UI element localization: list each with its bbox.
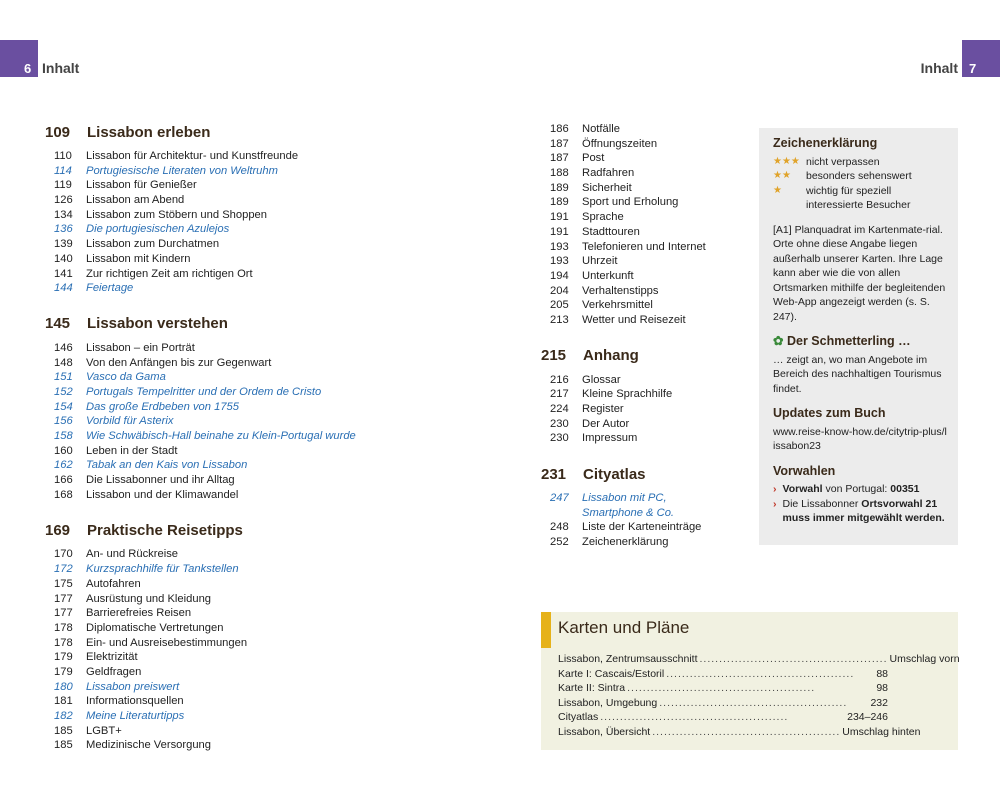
toc-middle-column bbox=[541, 122, 751, 550]
toc-entry-text: Unterkunft bbox=[582, 269, 634, 282]
section-title-text: Anhang bbox=[583, 347, 639, 365]
toc-entry[interactable] bbox=[45, 694, 465, 709]
toc-entry-text: Feiertage bbox=[86, 282, 134, 295]
toc-entry[interactable] bbox=[45, 665, 465, 680]
toc-entry-text: Ein- und Ausreisebestimmungen bbox=[86, 636, 248, 649]
vorwahl2-text: Die Lissabonner bbox=[782, 497, 862, 510]
butterfly-text: … zeigt an, wo man Angebote im Bereich des nachhaltigen Tourismus findet. bbox=[773, 353, 942, 395]
toc-entry-text: Ausrüstung und Kleidung bbox=[86, 592, 212, 605]
map-entry[interactable] bbox=[558, 696, 888, 711]
toc-entry-page: 144 bbox=[54, 282, 73, 295]
section-title[interactable] bbox=[541, 463, 751, 485]
running-head-right: Inhalt bbox=[920, 60, 958, 76]
toc-entry-page: 136 bbox=[54, 223, 73, 236]
map-entry-label: Lissabon, Zentrumsausschnitt bbox=[558, 653, 698, 665]
toc-entry-page: 224 bbox=[550, 403, 569, 415]
legend-planquadrat: [A1] Planquadrat im Kartenmate-rial. Orte ohne diese Angabe liegen außerhalb unserer Karten. Ihre Lage kann aber wie die von allen Ortsmarken mithilfe der begleitenden Web-App angezeigt werden (s. S. 247). bbox=[773, 223, 946, 323]
toc-entry-text: Telefonieren und Internet bbox=[582, 240, 706, 253]
toc-entry[interactable] bbox=[45, 738, 465, 753]
maps-box bbox=[541, 612, 958, 750]
vorwahlen-title: Vorwahlen bbox=[773, 463, 836, 478]
toc-entry-page: 180 bbox=[54, 680, 73, 693]
toc-entry-page: 188 bbox=[550, 167, 569, 180]
toc-entry-page: 151 bbox=[54, 371, 73, 384]
toc-entry[interactable] bbox=[541, 491, 751, 506]
toc-entry-page: 141 bbox=[54, 267, 73, 280]
page-number-left: 6 bbox=[24, 61, 32, 76]
toc-entry-page: 110 bbox=[54, 150, 72, 162]
legend-star-row bbox=[773, 184, 948, 199]
toc-entry-page: 162 bbox=[54, 459, 73, 472]
toc-entry-text: Verkehrsmittel bbox=[582, 299, 653, 312]
section-number: 109 bbox=[45, 123, 71, 141]
section-title-text: Cityatlas bbox=[583, 465, 646, 483]
toc-entry-page: 179 bbox=[54, 651, 73, 664]
map-entry-label: Lissabon, Umgebung bbox=[558, 696, 658, 709]
toc-entry-text: Sprache bbox=[582, 211, 624, 224]
toc-entry-text: Verhaltenstipps bbox=[582, 284, 659, 297]
toc-entry-page: 204 bbox=[550, 284, 569, 297]
toc-entry-text: Das große Erdbeben von 1755 bbox=[86, 400, 239, 413]
toc-entry-page: 189 bbox=[550, 196, 569, 209]
toc-entry-page: 126 bbox=[54, 194, 73, 207]
toc-entry[interactable] bbox=[541, 431, 751, 446]
map-entry-label: Cityatlas bbox=[558, 711, 599, 724]
toc-entry-text: Informationsquellen bbox=[86, 695, 184, 708]
map-entry[interactable] bbox=[558, 710, 888, 725]
maps-title: Karten und Pläne bbox=[558, 618, 690, 637]
star-icon bbox=[773, 198, 806, 213]
section-title[interactable] bbox=[45, 313, 465, 335]
toc-entry-text: Barrierefreies Reisen bbox=[86, 607, 192, 620]
toc-entry-page: 134 bbox=[54, 208, 73, 221]
vorwahl1-text: von Portugal: bbox=[822, 483, 891, 495]
section-title[interactable] bbox=[45, 121, 465, 143]
toc-entry-page: 194 bbox=[550, 269, 569, 282]
toc-entry[interactable] bbox=[45, 149, 465, 164]
section-title-text: Praktische Reisetipps bbox=[87, 521, 243, 539]
vorwahl-item-2 bbox=[773, 497, 948, 526]
toc-entry-page: 158 bbox=[54, 430, 73, 442]
toc-entry[interactable] bbox=[45, 164, 465, 179]
toc-entry-page: 185 bbox=[54, 739, 73, 752]
toc-entry-text: Elektrizität bbox=[86, 651, 138, 664]
toc-entry[interactable] bbox=[45, 577, 465, 592]
toc-entry-page: 140 bbox=[54, 252, 73, 265]
legend-star-row bbox=[773, 155, 948, 170]
toc-entry-page: 160 bbox=[54, 444, 73, 457]
updates-title: Updates zum Buch bbox=[773, 406, 886, 420]
toc-entry[interactable] bbox=[541, 520, 751, 535]
toc-entry[interactable] bbox=[541, 254, 751, 269]
toc-entry-text: Lissabon für Architektur- und Kunstfreunde bbox=[86, 150, 299, 162]
map-entry-page: 98 bbox=[876, 682, 888, 695]
toc-entry-page: 213 bbox=[550, 313, 569, 326]
section-number: 145 bbox=[45, 315, 71, 333]
map-entry-page: 88 bbox=[876, 667, 888, 680]
toc-entry-page: 179 bbox=[54, 665, 73, 678]
toc-entry-page: 148 bbox=[54, 356, 73, 369]
toc-entry-page: 181 bbox=[54, 695, 73, 708]
toc-entry[interactable] bbox=[45, 709, 465, 724]
toc-entry-text: Lissabon zum Stöbern und Shoppen bbox=[86, 208, 267, 221]
toc-entry-page: 189 bbox=[550, 181, 569, 194]
map-entry[interactable] bbox=[558, 652, 960, 667]
toc-entry-text: Lissabon zum Durchatmen bbox=[86, 238, 220, 251]
star-icon: ★★★ bbox=[773, 155, 800, 167]
toc-entry-text: Lissabon am Abend bbox=[86, 194, 185, 207]
page-tab-right bbox=[962, 40, 1000, 77]
toc-entry[interactable] bbox=[45, 414, 465, 429]
toc-entry[interactable] bbox=[541, 402, 751, 417]
maps-accent-bar bbox=[541, 612, 551, 648]
legend-star-row bbox=[773, 198, 948, 213]
butterfly-icon: ✿ bbox=[773, 334, 784, 348]
toc-entry-text: Diplomatische Vertretungen bbox=[86, 621, 224, 634]
toc-entry-text: Portugiesische Literaten von Weltruhm bbox=[86, 164, 278, 177]
map-entry-label: Karte I: Cascais/Estoril bbox=[558, 667, 665, 680]
toc-entry[interactable] bbox=[541, 313, 751, 328]
toc-entry-page: 252 bbox=[550, 536, 569, 549]
toc-entry-page: 216 bbox=[550, 373, 569, 386]
toc-entry[interactable] bbox=[45, 650, 465, 665]
vorwahl1-label: Vorwahl bbox=[782, 483, 823, 495]
map-entry-label: Karte II: Sintra bbox=[558, 682, 626, 695]
toc-entry[interactable] bbox=[45, 341, 465, 356]
toc-entry-text: Smartphone & Co. bbox=[582, 506, 675, 519]
legend-star-row bbox=[773, 169, 948, 184]
toc-entry-page: 178 bbox=[54, 621, 73, 634]
toc-entry[interactable] bbox=[45, 237, 465, 252]
map-entry-page: 232 bbox=[870, 696, 888, 709]
butterfly-title: Der Schmetterling … bbox=[786, 334, 911, 348]
toc-entry-text: Stadttouren bbox=[582, 225, 640, 238]
leader-dots: ................................................ bbox=[699, 653, 888, 665]
legend-star-text: interessierte Besucher bbox=[806, 199, 911, 211]
section-number: 231 bbox=[541, 465, 567, 483]
toc-entry[interactable] bbox=[541, 298, 751, 313]
toc-entry-text: Sport und Erholung bbox=[582, 196, 679, 209]
toc-entry[interactable] bbox=[45, 429, 465, 444]
toc-entry[interactable] bbox=[541, 269, 751, 284]
map-entry-page: Umschlag hinten bbox=[842, 725, 921, 738]
toc-entry-text: Glossar bbox=[582, 373, 621, 386]
toc-entry-text: Impressum bbox=[582, 432, 638, 445]
toc-entry-text: Lissabon mit PC, bbox=[582, 492, 667, 505]
toc-entry-text: Leben in der Stadt bbox=[86, 444, 178, 457]
star-icon: ★★ bbox=[773, 170, 791, 181]
toc-entry-text: Lissabon und der Klimawandel bbox=[86, 488, 239, 501]
legend-star-text: wichtig für speziell bbox=[806, 184, 892, 197]
toc-entry[interactable] bbox=[45, 458, 465, 473]
toc-entry[interactable] bbox=[45, 724, 465, 739]
toc-entry-page: 193 bbox=[550, 240, 569, 253]
toc-entry-page: 186 bbox=[550, 123, 569, 135]
legend-title: Zeichenerklärung bbox=[773, 136, 878, 150]
vorwahl-item-1 bbox=[773, 482, 948, 497]
toc-entry[interactable] bbox=[541, 166, 751, 181]
map-entry[interactable] bbox=[558, 725, 921, 740]
toc-left-column bbox=[45, 121, 465, 753]
toc-entry-text: Sicherheit bbox=[582, 181, 632, 194]
toc-entry-text: Zeichenerklärung bbox=[582, 536, 669, 549]
toc-entry-text: Kurzsprachhilfe für Tankstellen bbox=[86, 563, 239, 576]
toc-entry-page: 139 bbox=[54, 238, 73, 251]
toc-entry-page: 248 bbox=[550, 521, 569, 534]
toc-entry-text: Öffnungszeiten bbox=[582, 137, 658, 150]
toc-entry-text: Kleine Sprachhilfe bbox=[582, 388, 673, 401]
toc-entry[interactable] bbox=[45, 222, 465, 237]
toc-entry-text: Medizinische Versorgung bbox=[86, 739, 211, 752]
running-head-left: Inhalt bbox=[42, 60, 80, 76]
toc-entry[interactable] bbox=[45, 193, 465, 208]
toc-entry[interactable] bbox=[541, 373, 751, 388]
toc-entry-text: Meine Literaturtipps bbox=[86, 710, 185, 722]
toc-entry[interactable] bbox=[45, 400, 465, 415]
vorwahl2-bold: Ortsvorwahl 21 muss immer mitgewählt werden. bbox=[782, 497, 945, 524]
toc-entry[interactable] bbox=[45, 356, 465, 371]
maps-list bbox=[558, 652, 960, 740]
toc-entry[interactable] bbox=[45, 281, 465, 296]
toc-entry-text: Radfahren bbox=[582, 167, 635, 180]
toc-entry-text: Portugals Tempelritter und der Ordem de Cristo bbox=[86, 385, 322, 398]
toc-entry-text: Lissabon preiswert bbox=[86, 680, 180, 693]
leader-dots: ................................................ bbox=[652, 725, 841, 738]
toc-entry-page: 170 bbox=[54, 548, 73, 561]
toc-entry-page: 166 bbox=[54, 474, 73, 487]
toc-entry-text: Geldfragen bbox=[86, 665, 142, 678]
toc-entry-text: Vorbild für Asterix bbox=[86, 415, 174, 428]
toc-entry[interactable] bbox=[541, 195, 751, 210]
toc-entry-page: 247 bbox=[550, 492, 569, 505]
legend-box bbox=[759, 128, 958, 545]
chevron-right-icon: › bbox=[773, 497, 777, 510]
toc-entry-page: 217 bbox=[550, 388, 569, 401]
legend-star-text: nicht verpassen bbox=[806, 155, 880, 168]
toc-entry[interactable] bbox=[541, 417, 751, 432]
toc-entry-page: 205 bbox=[550, 299, 569, 312]
toc-entry-page: 114 bbox=[54, 164, 72, 177]
toc-entry[interactable] bbox=[541, 535, 751, 550]
toc-entry-text: Wetter und Reisezeit bbox=[582, 313, 686, 326]
toc-entry-text: Liste der Karteneinträge bbox=[582, 521, 702, 534]
page-tab-left bbox=[0, 40, 38, 77]
map-entry-page: 234–246 bbox=[847, 711, 888, 724]
toc-entry-page: 187 bbox=[550, 137, 569, 150]
toc-entry-page: 178 bbox=[54, 636, 73, 649]
butterfly-heading bbox=[773, 334, 948, 349]
section-title-text: Lissabon erleben bbox=[87, 123, 211, 141]
toc-entry-text: Tabak an den Kais von Lissabon bbox=[86, 459, 248, 472]
toc-entry[interactable] bbox=[45, 370, 465, 385]
toc-entry-text: Register bbox=[582, 403, 624, 415]
toc-entry-page bbox=[541, 506, 582, 521]
map-entry-page: Umschlag vorn bbox=[889, 653, 960, 665]
section-number: 215 bbox=[541, 347, 567, 365]
toc-entry-page: 172 bbox=[54, 563, 73, 576]
toc-entry[interactable] bbox=[541, 210, 751, 225]
toc-entry-page: 177 bbox=[54, 607, 73, 620]
toc-entry[interactable] bbox=[45, 473, 465, 488]
chevron-right-icon: › bbox=[773, 483, 777, 495]
toc-entry-text: Autofahren bbox=[86, 577, 141, 590]
legend-star-text: besonders sehenswert bbox=[806, 170, 912, 182]
toc-entry[interactable] bbox=[541, 387, 751, 402]
toc-entry-page: 119 bbox=[54, 179, 72, 192]
leader-dots: ................................................ bbox=[659, 696, 848, 709]
toc-entry-page: 182 bbox=[54, 710, 73, 722]
toc-entry[interactable] bbox=[541, 240, 751, 255]
toc-entry-page: 168 bbox=[54, 488, 73, 501]
toc-entry[interactable] bbox=[541, 151, 751, 166]
toc-entry-page: 185 bbox=[54, 724, 73, 737]
toc-entry[interactable] bbox=[45, 444, 465, 459]
toc-entry-text: Uhrzeit bbox=[582, 255, 618, 268]
toc-entry[interactable] bbox=[541, 122, 751, 137]
toc-entry-page: 230 bbox=[550, 432, 569, 445]
leader-dots: ................................................ bbox=[600, 711, 789, 724]
toc-entry[interactable] bbox=[45, 547, 465, 562]
toc-entry-text: Lissabon für Genießer bbox=[86, 179, 197, 192]
toc-entry[interactable] bbox=[541, 506, 751, 521]
toc-entry-page: 230 bbox=[550, 417, 569, 430]
toc-entry[interactable] bbox=[45, 621, 465, 636]
section-title[interactable] bbox=[541, 345, 751, 367]
toc-entry-page: 146 bbox=[54, 341, 73, 354]
toc-entry-page: 156 bbox=[54, 415, 73, 428]
toc-entry-page: 191 bbox=[550, 225, 569, 238]
toc-entry-page: 177 bbox=[54, 592, 73, 605]
toc-entry-page: 154 bbox=[54, 400, 73, 413]
toc-entry-text: Wie Schwäbisch-Hall beinahe zu Klein-Portugal wurde bbox=[86, 430, 356, 442]
toc-entry[interactable] bbox=[45, 267, 465, 282]
updates-url[interactable]: www.reise-know-how.de/citytrip-plus/lissabon23 bbox=[773, 425, 947, 452]
toc-entry-text: Von den Anfängen bis zur Gegenwart bbox=[86, 356, 272, 369]
toc-entry[interactable] bbox=[45, 636, 465, 651]
toc-entry-text: Zur richtigen Zeit am richtigen Ort bbox=[86, 267, 253, 280]
star-icon: ★ bbox=[773, 184, 782, 196]
toc-entry-page: 191 bbox=[550, 211, 569, 224]
toc-entry-text: Notfälle bbox=[582, 123, 620, 135]
toc-entry-text: Vasco da Gama bbox=[86, 371, 166, 384]
toc-entry[interactable] bbox=[45, 178, 465, 193]
toc-entry[interactable] bbox=[45, 488, 465, 503]
toc-entry-text: Lissabon mit Kindern bbox=[86, 252, 191, 265]
vorwahl1-code: 00351 bbox=[890, 483, 920, 495]
leader-dots: ................................................ bbox=[666, 667, 855, 680]
toc-entry-text: Die Lissabonner und ihr Alltag bbox=[86, 474, 235, 487]
legend-stars bbox=[773, 155, 948, 213]
toc-entry-page: 175 bbox=[54, 577, 73, 590]
toc-entry-page: 187 bbox=[550, 152, 569, 165]
toc-entry[interactable] bbox=[541, 137, 751, 152]
toc-entry[interactable] bbox=[45, 606, 465, 621]
toc-entry[interactable] bbox=[45, 680, 465, 695]
toc-entry[interactable] bbox=[45, 385, 465, 400]
toc-entry-page: 152 bbox=[54, 385, 73, 398]
map-entry[interactable] bbox=[558, 667, 888, 682]
toc-entry-text: Post bbox=[582, 152, 605, 165]
section-number: 169 bbox=[45, 521, 71, 539]
toc-entry[interactable] bbox=[541, 284, 751, 299]
toc-entry-text: LGBT+ bbox=[86, 724, 122, 737]
toc-entry[interactable] bbox=[45, 592, 465, 607]
toc-entry[interactable] bbox=[45, 562, 465, 577]
toc-entry[interactable] bbox=[541, 225, 751, 240]
toc-entry[interactable] bbox=[541, 181, 751, 196]
page-number-right: 7 bbox=[969, 61, 977, 76]
section-title[interactable] bbox=[45, 519, 465, 541]
toc-entry-text: Lissabon – ein Porträt bbox=[86, 341, 195, 354]
toc-entry-text: Der Autor bbox=[582, 417, 630, 430]
toc-entry[interactable] bbox=[45, 252, 465, 267]
map-entry-label: Lissabon, Übersicht bbox=[558, 725, 651, 738]
toc-entry-text: An- und Rückreise bbox=[86, 548, 179, 561]
toc-entry-page: 193 bbox=[550, 255, 569, 268]
leader-dots: ................................................ bbox=[627, 682, 816, 695]
toc-entry-text: Die portugiesischen Azulejos bbox=[86, 223, 230, 236]
map-entry[interactable] bbox=[558, 681, 888, 696]
section-title-text: Lissabon verstehen bbox=[87, 315, 228, 333]
toc-entry[interactable] bbox=[45, 208, 465, 223]
